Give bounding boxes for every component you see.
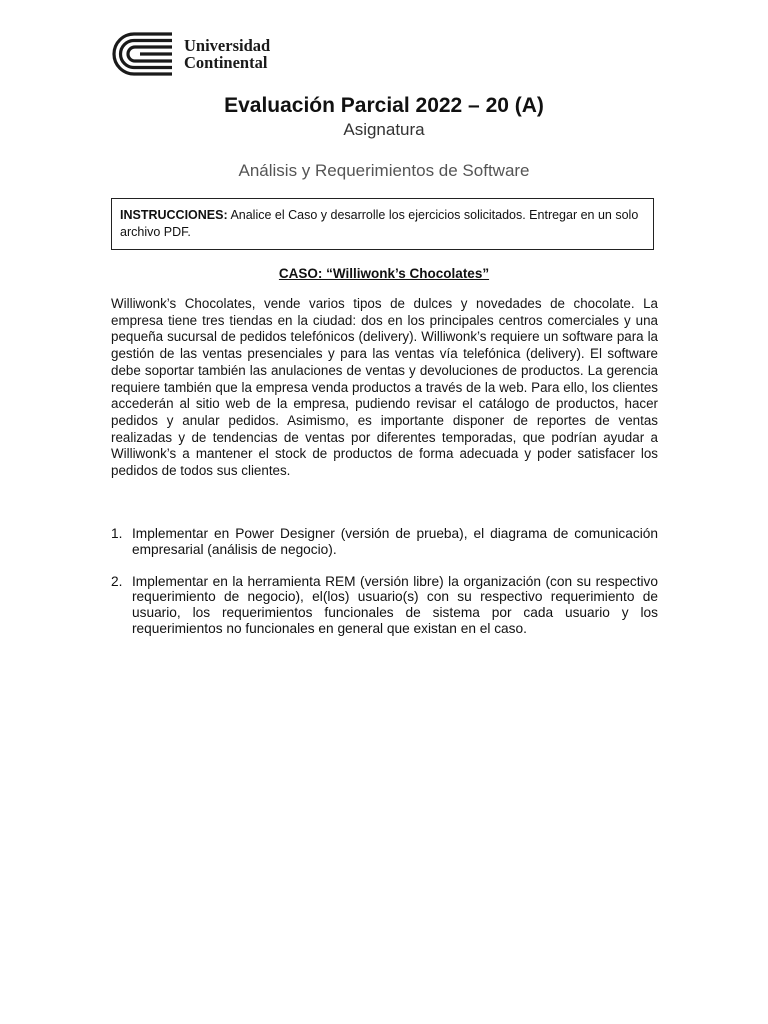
case-title: CASO: “Williwonk’s Chocolates”	[278, 266, 490, 281]
continental-logo-icon	[110, 31, 174, 77]
exam-title: Evaluación Parcial 2022 – 20 (A)	[224, 94, 544, 117]
task-item	[111, 574, 658, 637]
instructions-text: Analice el Caso y desarrolle los ejercicios solicitados. Entregar en un solo archivo PDF.	[120, 208, 639, 239]
university-name	[184, 37, 270, 71]
task-number: 1.	[111, 526, 123, 541]
task-text: Implementar en la herramienta REM (versión libre) la organización (con su respectivo requerimiento de negocio), el(los) usuario(s) con su respectivo requerimiento de usuario, los requerimientos funcionales de sistema por cada usuario y los requerimientos no funcionales en general que existan en el caso.	[132, 573, 658, 636]
university-logo	[110, 31, 270, 77]
case-description: Williwonk’s Chocolates, vende varios tipos de dulces y novedades de chocolate. La empresa tiene tres tiendas en la ciudad: dos en los principales centros comerciales y una pequeña sucursal de pedidos telefónicos (delivery). Williwonk’s requiere un software para la gestión de las ventas presenciales y para las ventas vía telefónica (delivery). El software debe soportar también las anulaciones de ventas y devoluciones de productos. La gerencia requiere también que la empresa venda productos a través de la web. Para ello, los clientes accederán al sitio web de la empresa, pudiendo revisar el catálogo de productos, hacer pedidos y anular pedidos. Asimismo, es importante disponer de reportes de ventas realizadas y de tendencias de ventas por diferentes temporadas, que podrían ayudar a Williwonk’s a mantener el stock de productos de forma adecuada y poder satisfacer los pedidos de todos sus clientes.	[111, 296, 658, 479]
task-text: Implementar en Power Designer (versión de prueba), el diagrama de comunicación empresarial (análisis de negocio).	[132, 526, 658, 557]
university-name-line1: Universidad	[184, 36, 271, 55]
course-name: Análisis y Requerimientos de Software	[238, 161, 530, 180]
instructions-label: INSTRUCCIONES:	[120, 208, 228, 222]
university-name-line2: Continental	[184, 53, 268, 72]
task-list	[111, 526, 658, 637]
subject-label: Asignatura	[343, 120, 425, 139]
task-number: 2.	[111, 573, 123, 589]
task-item	[111, 526, 658, 558]
instructions-box	[111, 198, 654, 250]
